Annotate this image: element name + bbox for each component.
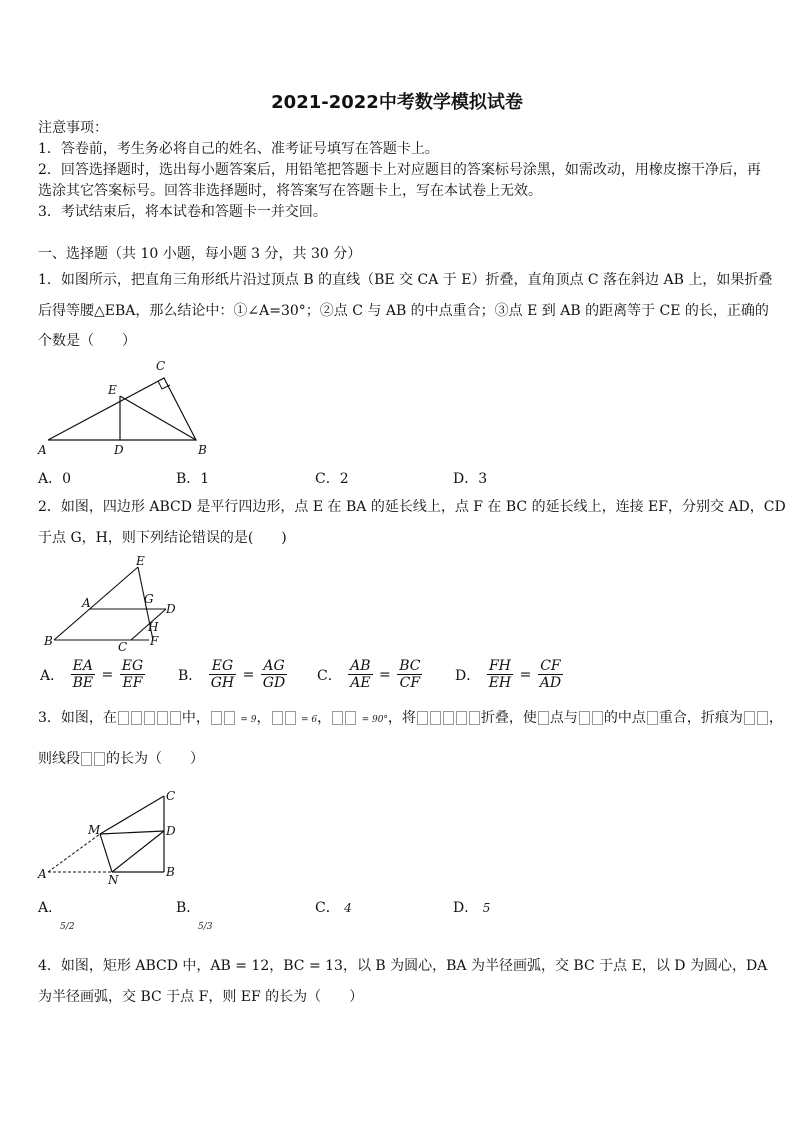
q2-label-d: D <box>166 602 176 616</box>
q2-option-d[interactable] <box>453 658 563 691</box>
missing-glyph <box>94 752 105 766</box>
missing-glyph <box>224 711 235 725</box>
q3-text-2: 中， <box>181 710 210 726</box>
q1-line-2: 后得等腰△EBA，那么结论中：①∠A=30°；②点 C 与 AB 的中点重合；③点 E 到 AB 的距离等于 CE 的长，正确的 <box>38 303 769 319</box>
q2-option-d-letter: D． <box>455 667 481 684</box>
q3-cond-2: = 6 <box>300 715 318 725</box>
q2-a-right-den: EF <box>122 675 143 691</box>
missing-glyph <box>757 711 768 725</box>
q3-option-d-letter: D． <box>453 900 479 916</box>
q3-label-m: M <box>88 823 101 837</box>
q3-label-n: N <box>108 873 119 886</box>
q2-a-equals: = <box>101 666 114 683</box>
notice-item-2-cont: 选涂其它答案标号。回答非选择题时，将答案写在答题卡上，写在本试卷上无效。 <box>38 183 542 199</box>
missing-glyph <box>131 711 142 725</box>
q3-figure <box>36 786 186 886</box>
missing-glyph <box>285 711 296 725</box>
missing-glyph <box>272 711 283 725</box>
q2-d-right-num: CF <box>538 658 563 675</box>
q3-option-b[interactable] <box>176 897 212 933</box>
q2-a-right-num: EG <box>121 658 144 674</box>
q2-label-c: C <box>118 640 128 654</box>
q2-label-h: H <box>148 620 159 634</box>
q3-option-b-value: 5/3 <box>198 922 213 932</box>
missing-glyph <box>592 711 603 725</box>
q2-option-c[interactable] <box>315 658 422 691</box>
q2-line-1: 2．如图，四边形 ABCD 是平行四边形，点 E 在 BA 的延长线上，点 F 在 BC 的延长线上，连接 EF，分别交 AD，CD <box>38 499 786 515</box>
missing-glyph <box>332 711 343 725</box>
missing-glyph <box>430 711 441 725</box>
missing-glyph <box>579 711 590 725</box>
missing-glyph <box>170 711 181 725</box>
q3-text-8: ， <box>768 710 783 726</box>
missing-glyph <box>144 711 155 725</box>
q2-option-a[interactable] <box>38 658 145 691</box>
q3-cond-3: = 90° <box>361 715 388 725</box>
q2-label-a: A <box>82 596 91 610</box>
q3-text-1: 3．如图，在 <box>38 710 117 726</box>
q1-option-a[interactable]: A．0 <box>38 471 72 487</box>
q3-option-a-value: 5/2 <box>60 922 75 932</box>
q2-c-left-den: AE <box>350 675 371 691</box>
q2-option-b[interactable] <box>176 658 287 691</box>
q3-option-c-value: 4 <box>344 901 352 915</box>
q1-figure <box>36 356 216 460</box>
missing-glyph <box>211 711 222 725</box>
q3-cond-1: = 9 <box>240 715 257 725</box>
q2-c-equals: = <box>379 666 391 683</box>
missing-glyph <box>538 711 549 725</box>
q3-text-9: 则线段 <box>38 751 80 767</box>
q2-a-left-num: EA <box>71 658 96 675</box>
notice-item-3: 3．考试结束后，将本试卷和答题卡一并交回。 <box>38 204 327 220</box>
q3-text-4: 折叠，使 <box>480 710 537 726</box>
notice-item-1: 1．答卷前，考生务必将自己的姓名、准考证号填写在答题卡上。 <box>38 141 439 157</box>
q2-label-g: G <box>144 592 154 606</box>
q3-text-5: 点与 <box>549 710 578 726</box>
q3-option-b-letter: B． <box>176 900 201 916</box>
q3-label-a: A <box>38 867 47 881</box>
q3-label-b: B <box>166 865 175 879</box>
missing-glyph <box>157 711 168 725</box>
q3-line-2 <box>38 744 760 775</box>
q2-option-b-letter: B． <box>178 667 203 684</box>
q2-c-right-den: CF <box>399 675 421 691</box>
q3-line-1: 3．如图，在 中， = 9， = 6， = 90°，将 折叠，使 点与 的中点 重合，折痕为 ， <box>38 710 783 726</box>
q2-b-right-num: AG <box>261 658 287 675</box>
missing-glyph <box>744 711 755 725</box>
q3-option-d[interactable] <box>453 897 490 917</box>
q2-d-left-den: EH <box>488 675 512 691</box>
q3-text-6: 的中点 <box>603 710 646 726</box>
q2-option-a-letter: A． <box>40 667 65 684</box>
q2-d-left-num: FH <box>487 658 513 675</box>
notice-item-2: 2．回答选择题时，选出每小题答案后，用铅笔把答题卡上对应题目的答案标号涂黑，如需改动，用橡皮擦干净后，再 <box>38 162 761 178</box>
missing-glyph <box>81 752 92 766</box>
q2-b-left-den: GH <box>210 675 235 691</box>
q1-label-c: C <box>156 359 166 373</box>
q1-label-d: D <box>114 443 124 457</box>
q2-label-f: F <box>150 634 159 648</box>
q2-label-e: E <box>136 555 145 568</box>
q4-line-1: 4．如图，矩形 ABCD 中，AB = 12，BC = 13，以 B 为圆心，BA 为半径画弧，交 BC 于点 E，以 D 为圆心，DA <box>38 958 768 974</box>
q3-option-c[interactable] <box>315 897 352 917</box>
q1-label-b: B <box>198 443 207 457</box>
q3-text-3: ，将 <box>387 710 416 726</box>
missing-glyph <box>417 711 428 725</box>
missing-glyph <box>443 711 454 725</box>
q1-option-d[interactable]: D．3 <box>453 471 488 487</box>
q1-label-a: A <box>38 443 47 457</box>
q2-c-right-num: BC <box>399 658 421 674</box>
section-heading: 一、选择题（共 10 小题，每小题 3 分，共 30 分） <box>38 246 362 262</box>
q3-option-a-letter: A． <box>38 900 63 916</box>
q2-d-equals: = <box>519 666 532 683</box>
q3-option-c-letter: C． <box>315 900 340 916</box>
q1-option-c[interactable]: C．2 <box>315 471 349 487</box>
q3-text-7: 重合，折痕为 <box>658 710 743 726</box>
q3-label-c: C <box>166 789 176 803</box>
notice-heading: 注意事项： <box>38 120 108 136</box>
q2-d-right-den: AD <box>539 675 562 691</box>
q2-line-2: 于点 G，H，则下列结论错误的是( ) <box>38 530 287 546</box>
q3-text-10: 的长为（ ） <box>106 751 204 767</box>
q2-a-left-den: BE <box>72 675 94 691</box>
q1-label-e: E <box>108 383 117 397</box>
q2-option-c-letter: C． <box>317 667 342 684</box>
q2-figure <box>38 555 188 655</box>
q3-option-d-value: 5 <box>482 901 491 915</box>
missing-glyph <box>456 711 467 725</box>
q1-option-b[interactable]: B．1 <box>176 471 210 487</box>
q1-line-1: 1．如图所示，把直角三角形纸片沿过顶点 B 的直线（BE 交 CA 于 E）折叠，直角顶点 C 落在斜边 AB 上，如果折叠 <box>38 272 773 288</box>
q3-option-a[interactable] <box>38 897 74 933</box>
q1-line-3: 个数是（ ） <box>38 333 136 349</box>
q2-b-equals: = <box>242 666 255 683</box>
missing-glyph <box>469 711 480 725</box>
q3-label-d: D <box>166 824 176 838</box>
q4-line-2: 为半径画弧，交 BC 于点 F，则 EF 的长为（ ） <box>38 989 364 1005</box>
q2-c-left-num: AB <box>350 658 371 674</box>
missing-glyph <box>345 711 356 725</box>
q2-b-left-num: EG <box>209 658 236 675</box>
q2-label-b: B <box>44 634 53 648</box>
missing-glyph <box>647 711 658 725</box>
q2-b-right-den: GD <box>262 675 286 691</box>
page-title: 2021-2022中考数学模拟试卷 <box>271 92 523 113</box>
missing-glyph <box>118 711 129 725</box>
